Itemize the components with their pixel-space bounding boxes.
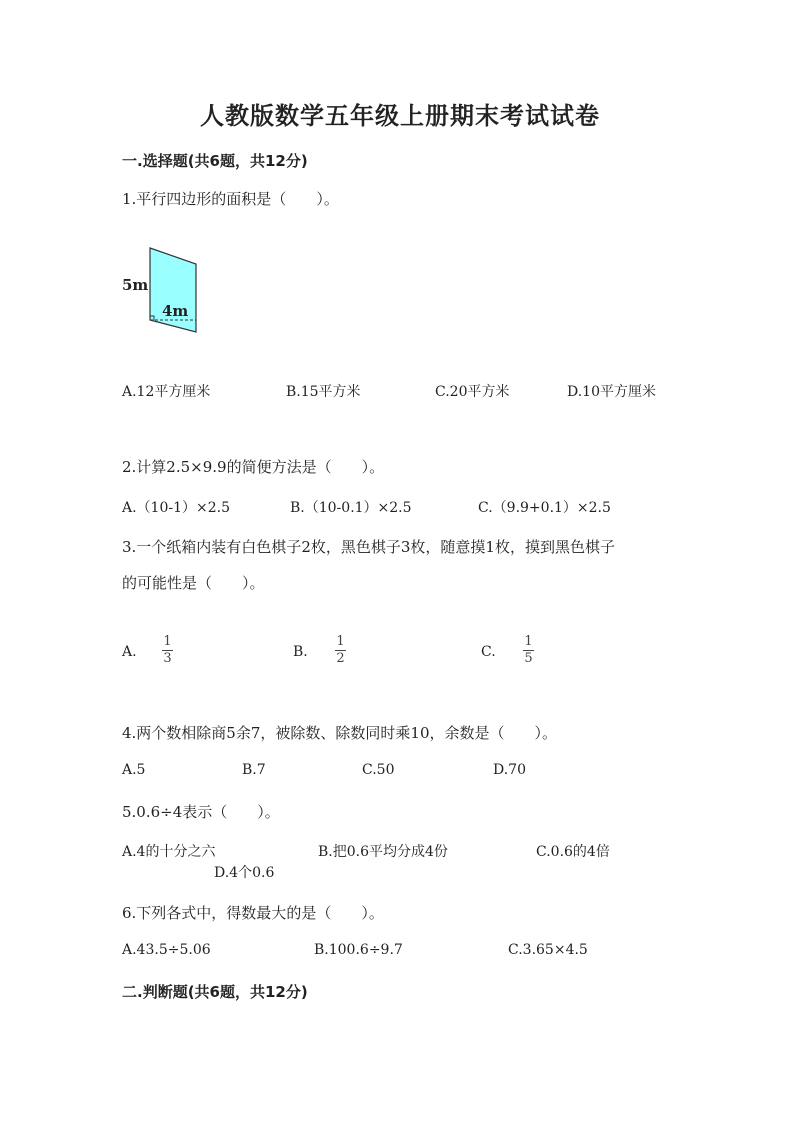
q3-option-c-fraction[interactable] — [523, 635, 534, 666]
question-6-text: 6.下列各式中，得数最大的是（ ）。 — [122, 904, 384, 922]
q4-option-c[interactable]: C.50 — [362, 762, 395, 778]
q3-option-b-letter[interactable]: B. — [293, 644, 308, 660]
q3-option-c-letter[interactable]: C. — [481, 644, 496, 660]
denominator: 5 — [524, 651, 533, 666]
denominator: 3 — [163, 651, 172, 666]
q4-option-a[interactable]: A.5 — [122, 762, 146, 778]
section-heading-true-false: 二.判断题(共6题，共12分) — [122, 983, 308, 1001]
q5-option-a[interactable]: A.4的十分之六 — [122, 844, 216, 860]
q1-option-b[interactable]: B.15平方米 — [286, 384, 361, 400]
question-2-text: 2.计算2.5×9.9的简便方法是（ ）。 — [122, 458, 385, 476]
side-length-label: 5m — [122, 276, 149, 294]
q2-option-c[interactable]: C.（9.9+0.1）×2.5 — [478, 500, 611, 516]
question-4-text: 4.两个数相除商5余7，被除数、除数同时乘10，余数是（ ）。 — [122, 724, 557, 742]
q6-option-b[interactable]: B.100.6÷9.7 — [314, 942, 403, 958]
question-5-text: 5.0.6÷4表示（ ）。 — [122, 803, 280, 821]
page-title: 人教版数学五年级上册期末考试试卷 — [200, 102, 600, 130]
numerator: 1 — [336, 634, 345, 649]
q5-option-b[interactable]: B.把0.6平均分成4份 — [318, 844, 448, 860]
q4-option-b[interactable]: B.7 — [242, 762, 266, 778]
q6-option-a[interactable]: A.43.5÷5.06 — [122, 942, 211, 958]
q2-option-a[interactable]: A.（10-1）×2.5 — [122, 500, 231, 516]
numerator: 1 — [524, 634, 533, 649]
base-length-label: 4m — [162, 302, 189, 320]
denominator: 2 — [336, 651, 345, 666]
q2-option-b[interactable]: B.（10-0.1）×2.5 — [290, 500, 412, 516]
q3-option-a-fraction[interactable] — [162, 635, 173, 666]
q4-option-d[interactable]: D.70 — [493, 762, 526, 778]
q5-option-d[interactable]: D.4个0.6 — [214, 865, 275, 881]
q5-option-c[interactable]: C.0.6的4倍 — [536, 844, 610, 860]
question-3-text-line1: 3.一个纸箱内装有白色棋子2枚，黑色棋子3枚，随意摸1枚，摸到黑色棋子 — [122, 538, 615, 556]
q6-option-c[interactable]: C.3.65×4.5 — [508, 942, 588, 958]
q3-option-b-fraction[interactable] — [335, 635, 346, 666]
numerator: 1 — [163, 634, 172, 649]
section-heading-multiple-choice: 一.选择题(共6题，共12分) — [122, 152, 308, 170]
q1-option-c[interactable]: C.20平方米 — [435, 384, 510, 400]
question-3-text-line2: 的可能性是（ ）。 — [122, 574, 265, 592]
parallelogram-figure — [118, 240, 218, 340]
q1-option-a[interactable]: A.12平方厘米 — [122, 384, 211, 400]
q1-option-d[interactable]: D.10平方厘米 — [567, 384, 656, 400]
question-1-text: 1.平行四边形的面积是（ ）。 — [122, 190, 339, 208]
q3-option-a-letter[interactable]: A. — [122, 644, 137, 660]
